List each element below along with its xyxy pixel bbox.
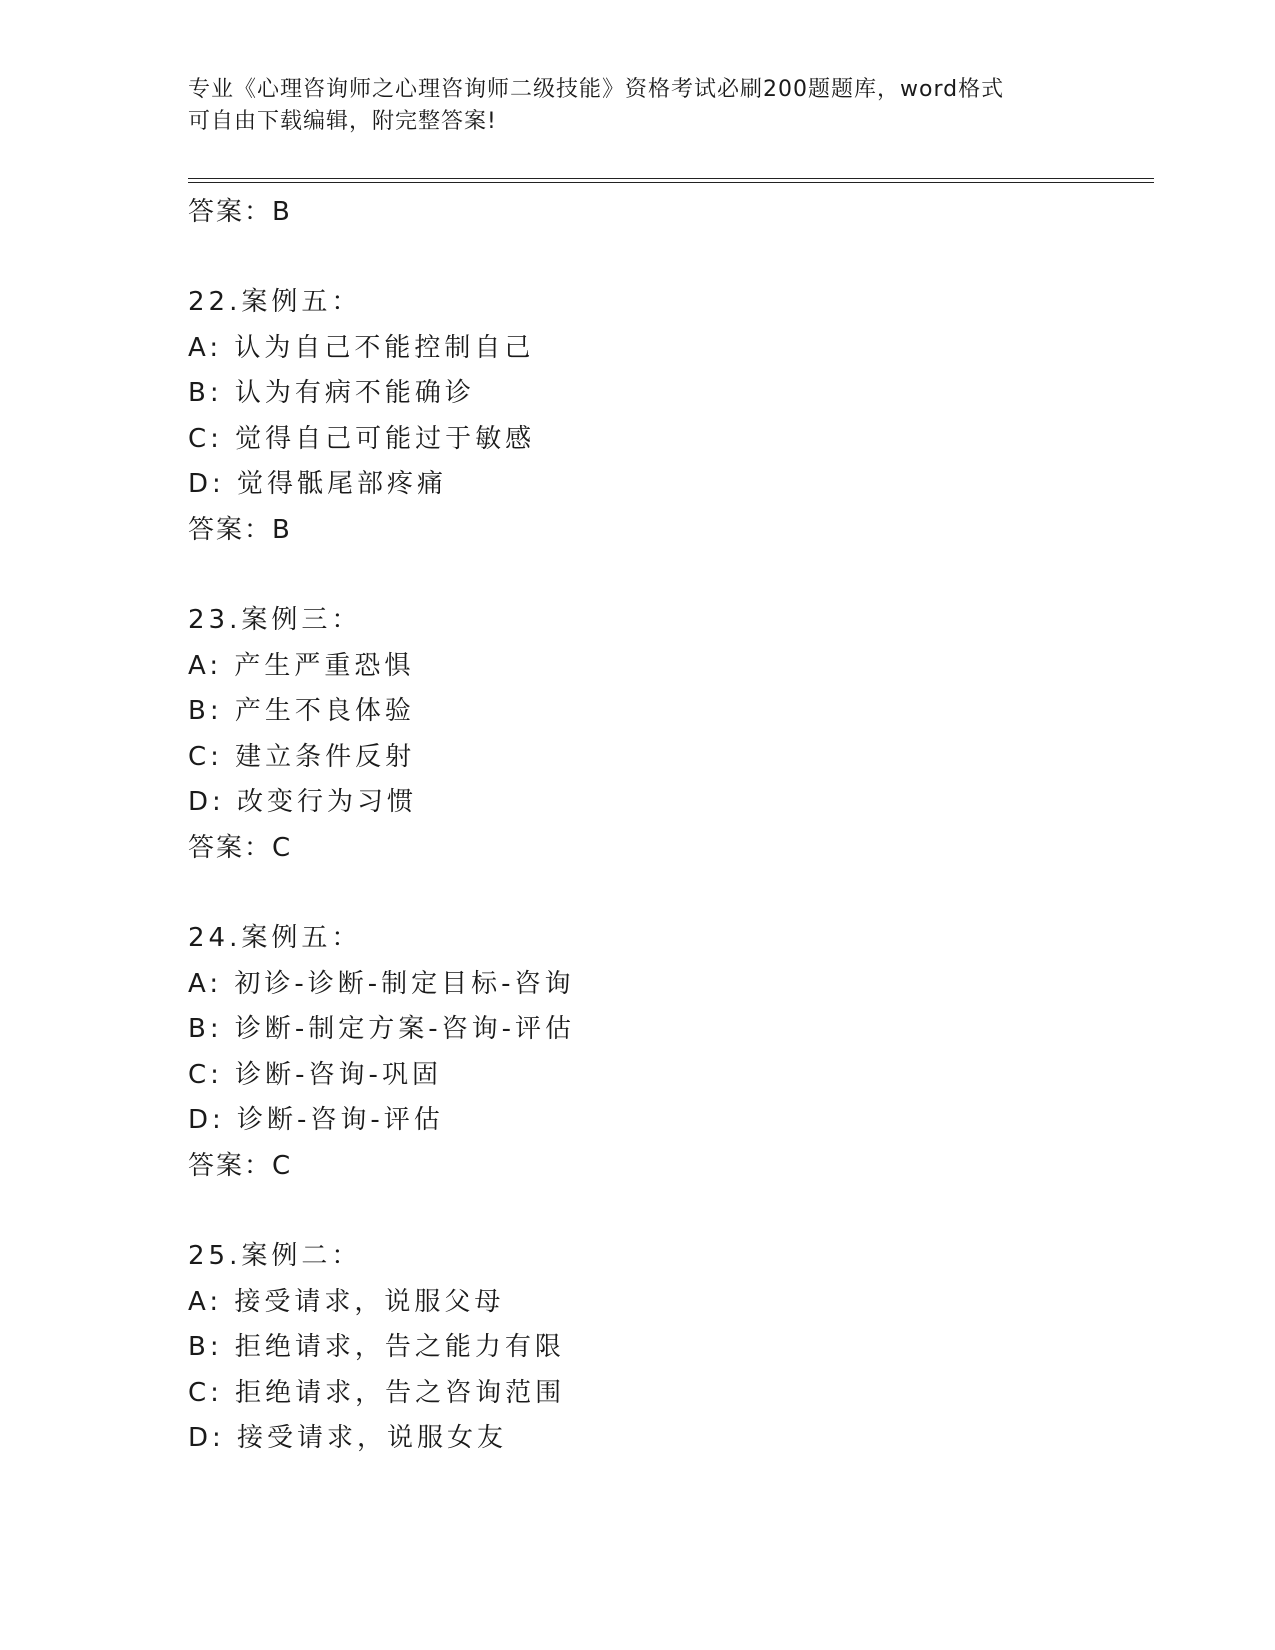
option-c: C: 拒绝请求，告之咨询范围 — [188, 1377, 566, 1408]
answer-line: 答案：B — [188, 197, 292, 227]
header-line-2: 可自由下载编辑，附完整答案! — [188, 109, 497, 134]
option-a: A: 产生严重恐惧 — [188, 650, 415, 681]
option-c: C: 建立条件反射 — [188, 741, 416, 772]
option-d: D: 诊断-咨询-评估 — [188, 1105, 444, 1136]
question-title: 24.案例五： — [188, 922, 362, 953]
question-title: 23.案例三： — [188, 604, 362, 635]
question-list — [188, 190, 1088, 1462]
question-title: 22.案例五： — [188, 287, 362, 317]
document-header — [188, 74, 1088, 138]
option-b: B: 认为有病不能确诊 — [188, 378, 475, 409]
answer-line: 答案：C — [188, 1150, 293, 1181]
header-line-1: 专业《心理咨询师之心理咨询师二级技能》资格考试必刷200题题库，word格式 — [188, 77, 1005, 102]
option-d: D: 接受请求，说服女友 — [188, 1423, 508, 1454]
answer-line: 答案：B — [188, 514, 292, 545]
option-a: A: 接受请求，说服父母 — [188, 1286, 505, 1317]
option-a: A: 初诊-诊断-制定目标-咨询 — [188, 968, 575, 999]
question-24 — [188, 916, 1088, 1189]
question-22 — [188, 280, 1088, 553]
option-b: B: 拒绝请求，告之能力有限 — [188, 1332, 565, 1363]
option-b: B: 诊断-制定方案-咨询-评估 — [188, 1014, 576, 1045]
option-d: D: 改变行为习惯 — [188, 787, 418, 818]
question-title: 25.案例二： — [188, 1240, 362, 1271]
option-c: C: 诊断-咨询-巩固 — [188, 1059, 442, 1090]
option-a: A: 认为自己不能控制自己 — [188, 332, 535, 363]
answer-line: 答案：C — [188, 832, 293, 863]
option-b: B: 产生不良体验 — [188, 696, 415, 727]
header-divider-bottom — [188, 182, 1154, 183]
question-23 — [188, 598, 1088, 871]
question-25 — [188, 1234, 1088, 1462]
option-c: C: 觉得自己可能过于敏感 — [188, 423, 536, 454]
option-d: D: 觉得骶尾部疼痛 — [188, 469, 448, 500]
header-divider-top — [188, 178, 1154, 179]
